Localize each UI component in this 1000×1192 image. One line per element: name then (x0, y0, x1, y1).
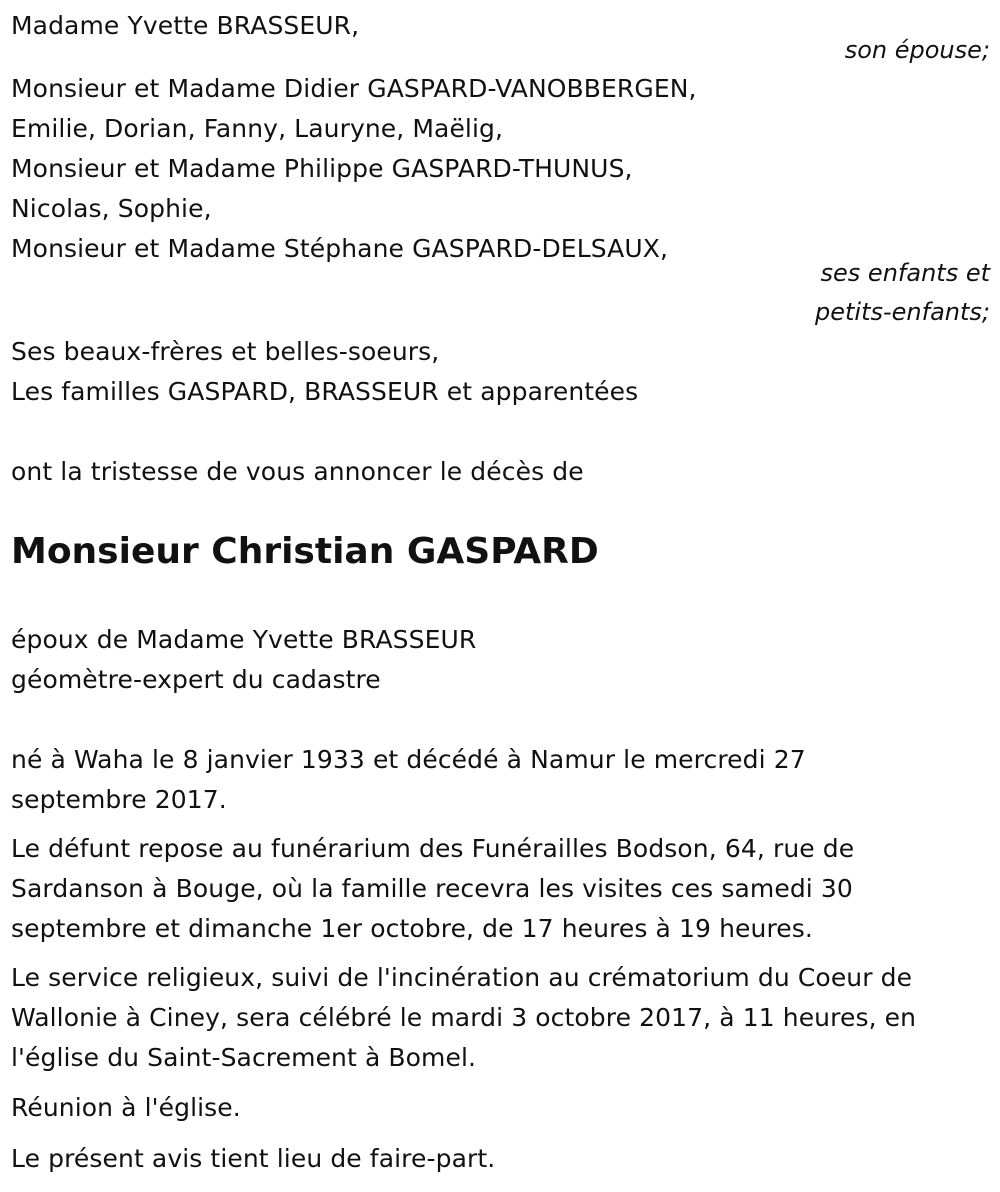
service-line-1: Le service religieux, suivi de l'incinération au crématorium du Coeur de (11, 963, 913, 992)
family-line-3: Monsieur et Madame Philippe GASPARD-THUNUS, (11, 154, 633, 183)
family-line-1: Monsieur et Madame Didier GASPARD-VANOBBERGEN, (11, 74, 697, 103)
service-line-2: Wallonie à Ciney, sera célébré le mardi 3 octobre 2017, à 11 heures, en (11, 1003, 917, 1032)
closing-line: Le présent avis tient lieu de faire-part. (11, 1144, 496, 1173)
deceased-name-title: Monsieur Christian GASPARD (11, 531, 599, 572)
birth-death-line-2: septembre 2017. (11, 785, 227, 814)
visitation-line-1: Le défunt repose au funérarium des Funérailles Bodson, 64, rue de (11, 834, 855, 863)
birth-death-line-1: né à Waha le 8 janvier 1933 et décédé à Namur le mercredi 27 (11, 745, 806, 774)
visitation-line-3: septembre et dimanche 1er octobre, de 17 heures à 19 heures. (11, 914, 813, 943)
service-line-3: l'église du Saint-Sacrement à Bomel. (11, 1043, 477, 1072)
family-line-5: Monsieur et Madame Stéphane GASPARD-DELSAUX, (11, 234, 669, 263)
spouse-role-label: son épouse; (844, 36, 990, 64)
visitation-line-2: Sardanson à Bouge, où la famille recevra les visites ces samedi 30 (11, 874, 853, 903)
spouse-line: Madame Yvette BRASSEUR, (11, 11, 360, 40)
family-line-2: Emilie, Dorian, Fanny, Lauryne, Maëlig, (11, 114, 504, 143)
gathering-line: Réunion à l'église. (11, 1093, 241, 1122)
relatives-line-1: Ses beaux-frères et belles-soeurs, (11, 337, 440, 366)
relatives-line-2: Les familles GASPARD, BRASSEUR et apparentées (11, 377, 639, 406)
spouse-of-line: époux de Madame Yvette BRASSEUR (11, 625, 477, 654)
children-role-label-2: petits-enfants; (815, 298, 990, 326)
profession-line: géomètre-expert du cadastre (11, 665, 381, 694)
announcement-line: ont la tristesse de vous annoncer le décès de (11, 457, 584, 486)
family-line-4: Nicolas, Sophie, (11, 194, 212, 223)
children-role-label-1: ses enfants et (820, 259, 990, 287)
